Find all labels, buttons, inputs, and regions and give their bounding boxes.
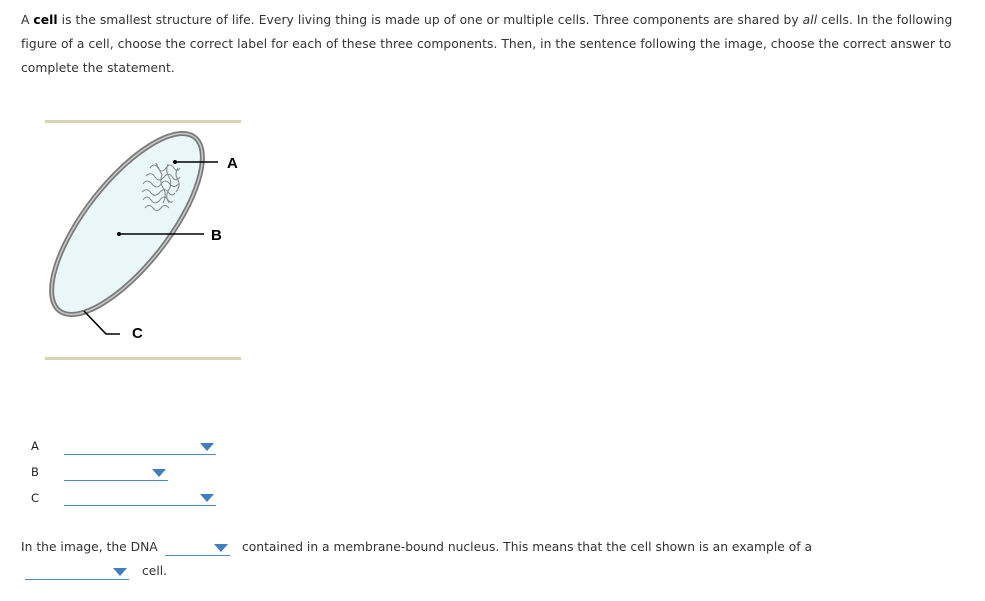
figure-top-border bbox=[45, 120, 241, 123]
figure-label-a: A bbox=[227, 155, 238, 172]
label-b-dropdown[interactable] bbox=[64, 466, 168, 481]
intro-text-2: is the smallest structure of life. Every living thing is made up of one or multiple cells. Three components are shared by bbox=[57, 13, 803, 27]
sentence-part-2: contained in a membrane-bound nucleus. This means that the cell shown is an example of a bbox=[242, 540, 813, 554]
dna-contained-dropdown[interactable] bbox=[165, 541, 230, 556]
cell-type-dropdown[interactable] bbox=[25, 565, 129, 580]
intro-bold-term: cell bbox=[33, 13, 58, 27]
sentence-part-3: cell. bbox=[142, 564, 168, 578]
cell-membrane bbox=[26, 111, 228, 336]
intro-text-3: cells. In the following figure of a cell, choose the correct label for each of these three components. Then, in the sentence following the image, choose the correct answer to complete the statement. bbox=[21, 13, 953, 75]
figure-label-b: B bbox=[211, 227, 222, 244]
chevron-down-icon bbox=[200, 494, 214, 502]
dropdown-label-c: C bbox=[31, 491, 40, 505]
figure-label-c: C bbox=[132, 325, 143, 342]
cell-figure bbox=[0, 0, 260, 380]
sentence-part-1: In the image, the DNA bbox=[21, 540, 158, 554]
dropdown-label-a: A bbox=[31, 439, 39, 453]
dropdown-label-b: B bbox=[31, 465, 39, 479]
label-line-c bbox=[84, 311, 120, 334]
figure-bottom-border bbox=[45, 357, 241, 360]
chevron-down-icon bbox=[214, 544, 228, 552]
intro-text-1: A bbox=[21, 13, 34, 27]
label-c-dropdown[interactable] bbox=[64, 491, 216, 506]
label-a-dropdown[interactable] bbox=[64, 440, 216, 455]
chevron-down-icon bbox=[152, 469, 166, 477]
chevron-down-icon bbox=[200, 443, 214, 451]
intro-italic-term: all bbox=[802, 13, 818, 27]
chevron-down-icon bbox=[113, 568, 127, 576]
